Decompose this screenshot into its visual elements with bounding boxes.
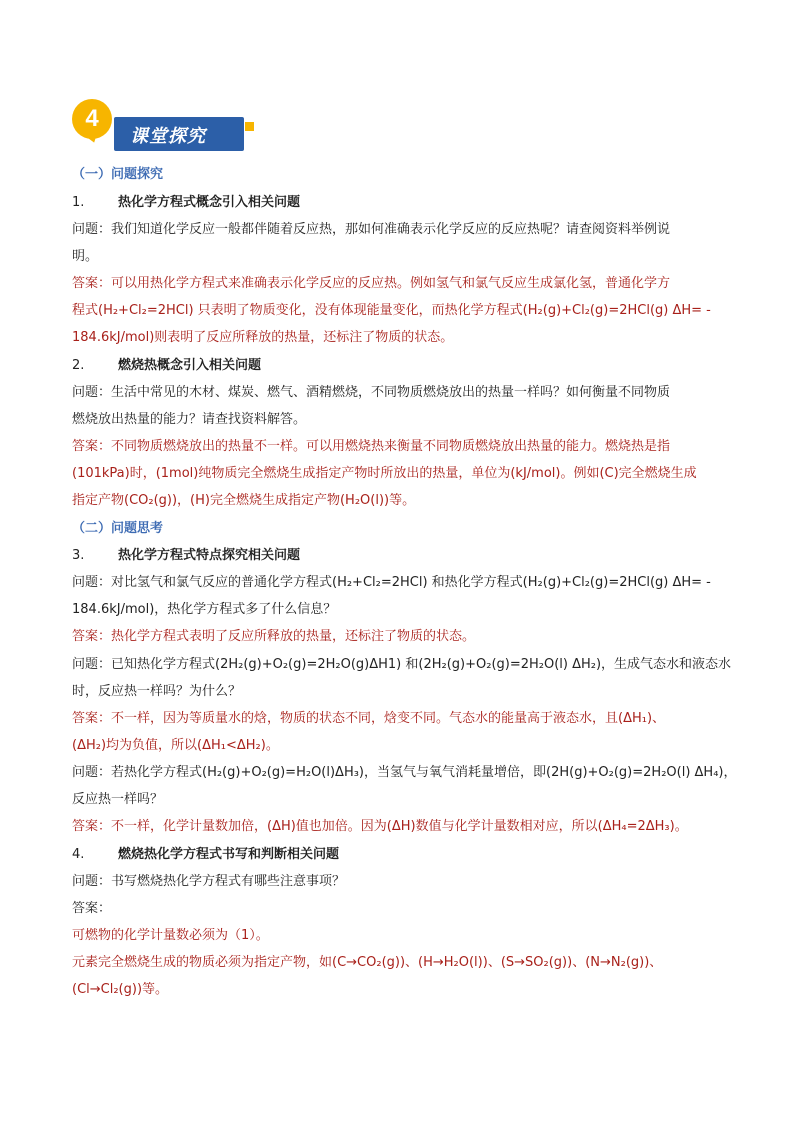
- answer-text: 程式(H₂+Cl₂=2HCl) 只表明了物质变化，没有体现能量变化，而热化学方程式(H₂(g)+Cl₂(g)=2HCl(g) ΔH= -: [72, 303, 711, 318]
- item-number: 1.: [72, 195, 85, 210]
- item-title: 热化学方程式概念引入相关问题: [118, 195, 301, 210]
- question-text: 184.6kJ/mol)，热化学方程式多了什么信息？: [72, 602, 337, 617]
- question-text: 问题：已知热化学方程式(2H₂(g)+O₂(g)=2H₂O(g)ΔH1) 和(2H₂(g)+O₂(g)=2H₂O(l) ΔH₂)，生成气态水和液态水: [72, 657, 732, 672]
- answer-text: 184.6kJ/mol)则表明了反应所释放的热量，还标注了物质的状态。: [72, 330, 454, 345]
- item-heading-2: [72, 357, 261, 375]
- question-text: 问题：生活中常见的木材、煤炭、燃气、酒精燃烧，不同物质燃烧放出的热量一样吗？如何衡量不同物质: [72, 385, 671, 400]
- item-heading-1: [72, 194, 300, 212]
- accent-square-icon: [245, 122, 254, 131]
- question-text: 反应热一样吗？: [72, 792, 164, 807]
- item-number: 4.: [72, 847, 85, 862]
- subsection-heading-2: （二）问题思考: [72, 521, 164, 536]
- answer-text: 答案：可以用热化学方程式来准确表示化学反应的反应热。例如氢气和氯气反应生成氯化氢，普通化学方: [72, 276, 671, 291]
- question-text: 时，反应热一样吗？为什么？: [72, 684, 242, 699]
- question-text: 问题：书写燃烧热化学方程式有哪些注意事项？: [72, 874, 346, 889]
- answer-text: (101kPa)时，(1mol)纯物质完全燃烧生成指定产物时所放出的热量，单位为(kJ/mol)。例如(C)完全燃烧生成: [72, 466, 697, 481]
- question-text: 燃烧放出热量的能力？请查找资料解答。: [72, 412, 307, 427]
- answer-text: 答案：不一样，因为等质量水的焓，物质的状态不同，焓变不同。气态水的能量高于液态水，且(ΔH₁)、: [72, 711, 666, 726]
- subsection-heading-1: （一）问题探究: [72, 167, 164, 182]
- question-text: 问题：对比氢气和氯气反应的普通化学方程式(H₂+Cl₂=2HCl) 和热化学方程式(H₂(g)+Cl₂(g)=2HCl(g) ΔH= -: [72, 575, 711, 590]
- item-number: 2.: [72, 358, 85, 373]
- item-title: 燃烧热概念引入相关问题: [118, 358, 262, 373]
- answer-text: 元素完全燃烧生成的物质必须为指定产物，如(C→CO₂(g))、(H→H₂O(l))、(S→SO₂(g))、(N→N₂(g))、: [72, 955, 663, 970]
- item-heading-4: [72, 846, 339, 864]
- question-text: 问题：若热化学方程式(H₂(g)+O₂(g)=H₂O(l)ΔH₃)，当氢气与氧气消耗量增倍，即(2H(g)+O₂(g)=2H₂O(l) ΔH₄)，: [72, 765, 737, 780]
- answer-label: 答案：: [72, 901, 112, 916]
- item-title: 燃烧热化学方程式书写和判断相关问题: [118, 847, 340, 862]
- answer-text: 答案：不同物质燃烧放出的热量不一样。可以用燃烧热来衡量不同物质燃烧放出热量的能力。燃烧热是指: [72, 439, 671, 454]
- question-text: 问题：我们知道化学反应一般都伴随着反应热，那如何准确表示化学反应的反应热呢？请查阅资料举例说: [72, 222, 671, 237]
- item-heading-3: [72, 547, 300, 565]
- answer-text: 答案：热化学方程式表明了反应所释放的热量，还标注了物质的状态。: [72, 629, 476, 644]
- section-title: 课堂探究: [130, 126, 206, 147]
- answer-text: 指定产物(CO₂(g))，(H)完全燃烧生成指定产物(H₂O(l))等。: [72, 493, 416, 508]
- answer-text: 答案：不一样，化学计量数加倍，(ΔH)值也加倍。因为(ΔH)数值与化学计量数相对应，所以(ΔH₄=2ΔH₃)。: [72, 819, 688, 834]
- question-text: 明。: [72, 249, 99, 264]
- section-number-badge: 4: [72, 99, 112, 139]
- answer-text: 可燃物的化学计量数必须为（1）。: [72, 928, 269, 943]
- answer-text: (ΔH₂)均为负值，所以(ΔH₁<ΔH₂)。: [72, 738, 279, 753]
- section-header: [72, 99, 262, 161]
- item-title: 热化学方程式特点探究相关问题: [118, 548, 301, 563]
- answer-text: (Cl→Cl₂(g))等。: [72, 982, 169, 997]
- item-number: 3.: [72, 548, 85, 563]
